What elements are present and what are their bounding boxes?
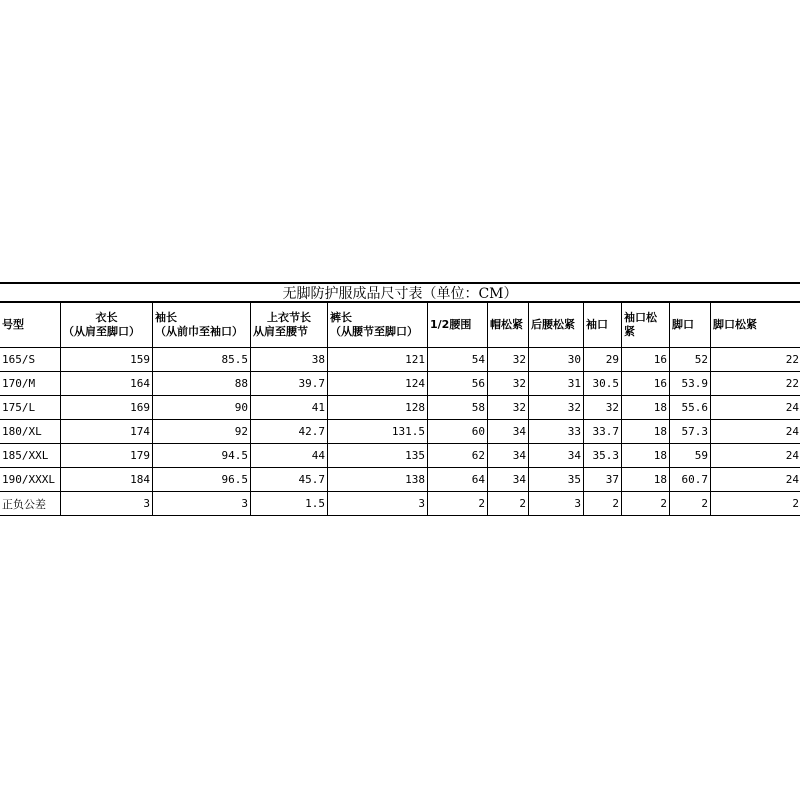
table-cell: 32: [488, 372, 529, 396]
table-row: [0, 348, 800, 372]
table-cell: 18: [622, 444, 670, 468]
table-cell: 121: [328, 348, 428, 372]
table-cell: 56: [428, 372, 488, 396]
table-row: [0, 492, 800, 516]
table-cell: 159: [61, 348, 153, 372]
column-header: [622, 303, 670, 348]
table-cell: 44: [251, 444, 328, 468]
column-header-sublabel: （从肩至脚口）: [63, 325, 140, 338]
table-cell: 35.3: [584, 444, 622, 468]
table-cell: 128: [328, 396, 428, 420]
table-cell: 3: [153, 492, 251, 516]
column-header: [328, 303, 428, 348]
table-cell: 169: [61, 396, 153, 420]
table-cell: 53.9: [670, 372, 711, 396]
column-header: [670, 303, 711, 348]
table-cell: 34: [488, 420, 529, 444]
table-cell: 42.7: [251, 420, 328, 444]
column-header: [529, 303, 584, 348]
table-cell: 24: [711, 468, 800, 492]
table-cell: 88: [153, 372, 251, 396]
column-header-label: 1/2腰围: [430, 318, 472, 331]
column-header-sublabel: 从肩至腰节: [253, 325, 308, 338]
column-header: [711, 303, 800, 348]
table-row: [0, 468, 800, 492]
column-header-label: 号型: [2, 318, 24, 331]
table-cell: 135: [328, 444, 428, 468]
table-cell: 55.6: [670, 396, 711, 420]
column-header-label: 衣长: [95, 311, 118, 324]
table-cell: 174: [61, 420, 153, 444]
size-label-cell: 190/XXXL: [0, 468, 61, 492]
table-cell: 29: [584, 348, 622, 372]
table-cell: 94.5: [153, 444, 251, 468]
table-cell: 18: [622, 396, 670, 420]
column-header-label: 袖长: [155, 311, 177, 324]
table-cell: 2: [622, 492, 670, 516]
column-header: [488, 303, 529, 348]
table-cell: 22: [711, 348, 800, 372]
table-cell: 85.5: [153, 348, 251, 372]
table-cell: 16: [622, 372, 670, 396]
table-cell: 3: [61, 492, 153, 516]
column-header-label: 上衣节长: [267, 311, 311, 324]
table-cell: 34: [488, 444, 529, 468]
table-cell: 31: [529, 372, 584, 396]
column-header-label: 袖口松紧: [624, 311, 657, 338]
table-cell: 164: [61, 372, 153, 396]
column-header: [584, 303, 622, 348]
table-cell: 41: [251, 396, 328, 420]
table-cell: 59: [670, 444, 711, 468]
table-cell: 39.7: [251, 372, 328, 396]
table-cell: 33.7: [584, 420, 622, 444]
table-cell: 18: [622, 468, 670, 492]
table-cell: 38: [251, 348, 328, 372]
table-cell: 52: [670, 348, 711, 372]
table-title: 无脚防护服成品尺寸表（单位：CM）: [0, 282, 800, 302]
table-cell: 22: [711, 372, 800, 396]
column-header-label: 脚口松紧: [713, 318, 757, 331]
table-cell: 2: [584, 492, 622, 516]
table-cell: 33: [529, 420, 584, 444]
table-cell: 62: [428, 444, 488, 468]
table-cell: 32: [488, 348, 529, 372]
table-cell: 2: [670, 492, 711, 516]
table-cell: 60.7: [670, 468, 711, 492]
table-cell: 92: [153, 420, 251, 444]
table-row: [0, 396, 800, 420]
table-cell: 1.5: [251, 492, 328, 516]
size-chart: [0, 282, 800, 516]
table-cell: 64: [428, 468, 488, 492]
table-cell: 37: [584, 468, 622, 492]
header-row: [0, 303, 800, 348]
table-cell: 2: [711, 492, 800, 516]
table-cell: 2: [488, 492, 529, 516]
table-cell: 184: [61, 468, 153, 492]
table-cell: 60: [428, 420, 488, 444]
column-header-label: 帽松紧: [490, 318, 523, 331]
table-cell: 179: [61, 444, 153, 468]
size-label-cell: 180/XL: [0, 420, 61, 444]
table-cell: 18: [622, 420, 670, 444]
table-cell: 30: [529, 348, 584, 372]
column-header: [153, 303, 251, 348]
column-header: [61, 303, 153, 348]
table-row: [0, 444, 800, 468]
column-header: [0, 303, 61, 348]
size-label-cell: 正负公差: [0, 492, 61, 516]
table-cell: 32: [529, 396, 584, 420]
table-cell: 54: [428, 348, 488, 372]
table-cell: 138: [328, 468, 428, 492]
column-header-sublabel: （从腰节至脚口）: [330, 325, 418, 338]
table-cell: 24: [711, 396, 800, 420]
column-header-label: 脚口: [672, 318, 694, 331]
table-cell: 90: [153, 396, 251, 420]
size-label-cell: 170/M: [0, 372, 61, 396]
column-header-sublabel: （从前巾至袖口）: [155, 325, 243, 338]
table-cell: 24: [711, 420, 800, 444]
table-cell: 96.5: [153, 468, 251, 492]
table-cell: 124: [328, 372, 428, 396]
table-cell: 32: [488, 396, 529, 420]
size-label-cell: 185/XXL: [0, 444, 61, 468]
column-header-label: 后腰松紧: [531, 318, 575, 331]
table-cell: 34: [488, 468, 529, 492]
table-cell: 24: [711, 444, 800, 468]
table-cell: 57.3: [670, 420, 711, 444]
table-cell: 45.7: [251, 468, 328, 492]
column-header: [428, 303, 488, 348]
table-cell: 16: [622, 348, 670, 372]
table-cell: 58: [428, 396, 488, 420]
table-cell: 32: [584, 396, 622, 420]
table-cell: 131.5: [328, 420, 428, 444]
size-label-cell: 165/S: [0, 348, 61, 372]
table-cell: 3: [328, 492, 428, 516]
column-header-label: 袖口: [586, 318, 608, 331]
table-cell: 2: [428, 492, 488, 516]
size-label-cell: 175/L: [0, 396, 61, 420]
column-header-label: 裤长: [330, 311, 352, 324]
table-cell: 3: [529, 492, 584, 516]
table-cell: 30.5: [584, 372, 622, 396]
size-table: [0, 302, 800, 516]
column-header: [251, 303, 328, 348]
table-cell: 35: [529, 468, 584, 492]
table-row: [0, 420, 800, 444]
table-cell: 34: [529, 444, 584, 468]
table-row: [0, 372, 800, 396]
